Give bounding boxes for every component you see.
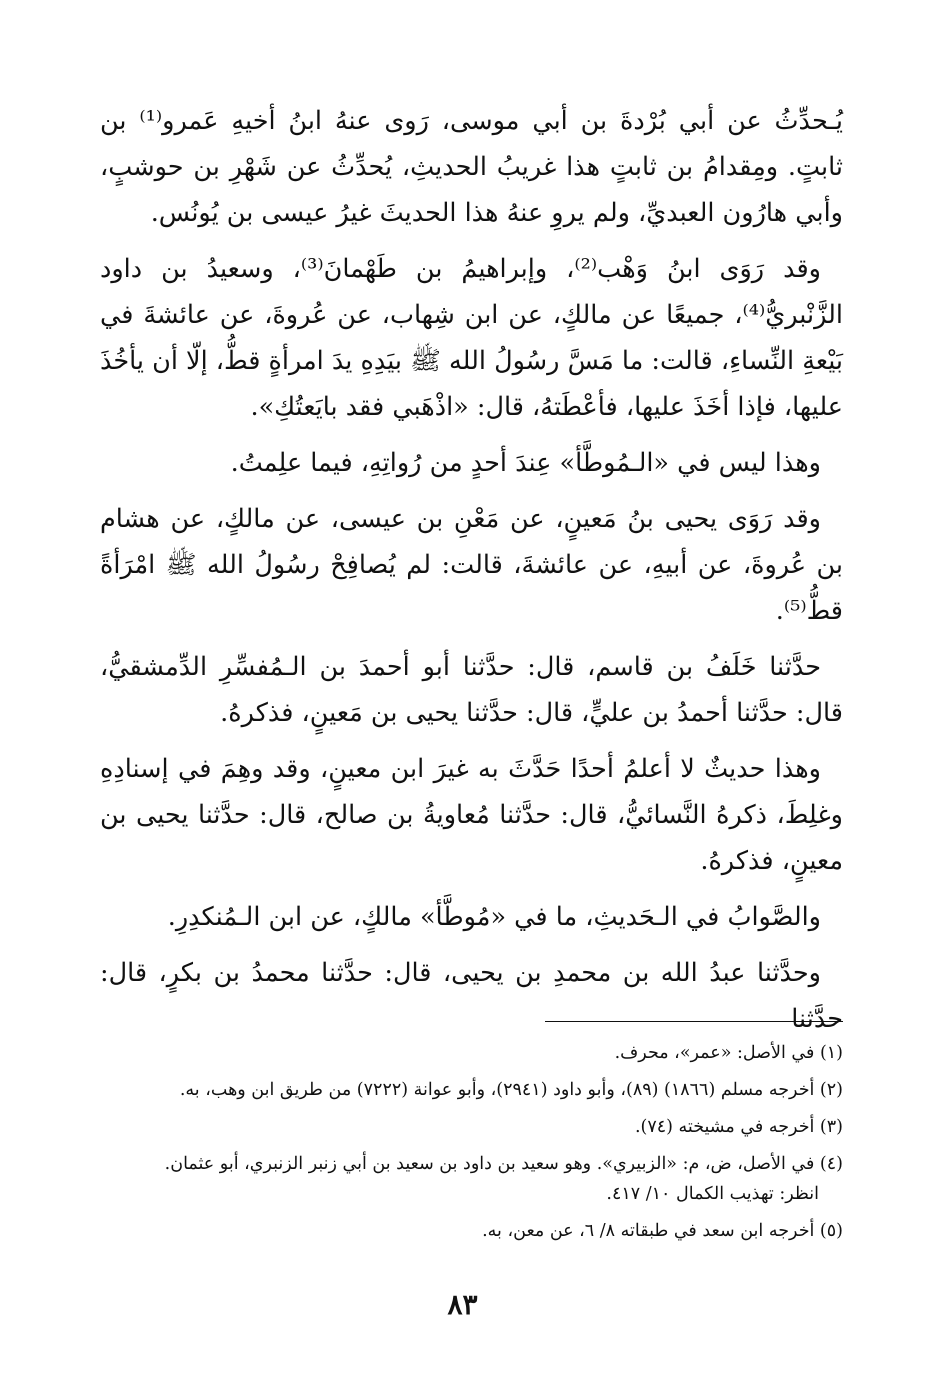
footnote-text: (٢) أخرجه مسلم (١٨٦٦) (٨٩)، وأبو داود (٢٩٤١)، وأبو عوانة (٧٢٢٢) من طريق ابن وهب، به. bbox=[179, 1080, 843, 1100]
page-number: ٨٣ bbox=[447, 1288, 478, 1321]
footnote-text: (١) في الأصل: «عمر»، محرف. bbox=[614, 1043, 843, 1063]
footnote-text: (٤) في الأصل، ض، م: «الزبيري». وهو سعيد بن داود بن سعيد بن أبي زنبر الزنبري، أبو عثمان. bbox=[164, 1154, 843, 1174]
footnote bbox=[82, 1038, 843, 1068]
paragraph: وهذا حديثٌ لا أعلمُ أحدًا حَدَّثَ به غيرَ ابن معينٍ، وقد وهِمَ في إسنادِهِ وغلِطَ، ذكرهُ النَّسائيُّ، قال: حدَّثنا مُعاويةُ بن صالح، قال: حدَّثنا يحيى بن معينٍ، فذكرهُ. bbox=[100, 754, 843, 876]
main-text bbox=[100, 98, 843, 1052]
footnote bbox=[82, 1216, 843, 1246]
footnote bbox=[82, 1112, 843, 1142]
paragraph: وقد رَوَى ابنُ وَهْب⁽²⁾، وإبراهيمُ بن طَهْمانَ⁽³⁾، وسعيدُ بن داود الزَّنْبريُّ⁽⁴⁾، جميعًا عن مالكٍ، عن ابن شِهاب، عن عُروةَ، عن عائشةَ في بَيْعةِ النِّساءِ، قالت: ما مَسَّ رسُولُ الله ﷺ بيَدِهِ يدَ امرأةٍ قطُّ، إلّا أن يأخُذَ عليها، فإذا أخَذَ عليها، فأعْطَتهُ، قال: «اذْهَبي فقد بايَعتُكِ». bbox=[100, 254, 843, 422]
footnote-text: (٥) أخرجه ابن سعد في طبقاته ٨/ ٦، عن معن، به. bbox=[482, 1221, 843, 1241]
footnote bbox=[82, 1149, 843, 1209]
paragraph: والصَّوابُ في الـحَديثِ، ما في «مُوطَّأ» مالكٍ، عن ابن الـمُنكدِرِ. bbox=[167, 902, 821, 932]
paragraph: وهذا ليس في «الـمُوطَّأ» عِندَ أحدٍ من رُواتِهِ، فيما علِمتُ. bbox=[230, 448, 821, 478]
footnote bbox=[82, 1075, 843, 1105]
footnote-continuation: انظر: تهذيب الكمال ١٠/ ٤١٧. bbox=[606, 1184, 819, 1204]
paragraph: وحدَّثنا عبدُ الله بن محمدِ بن يحيى، قال: حدَّثنا محمدُ بن بكرٍ، قال: حدَّثنا bbox=[100, 958, 843, 1034]
paragraph: يُـحدِّثُ عن أبي بُرْدةَ بن أبي موسى، رَوى عنهُ ابنُ أخيهِ عَمرو⁽¹⁾ بن ثابتٍ. ومِقدامُ بن ثابتٍ هذا غريبُ الحديثِ، يُحدِّثُ عن شَهْرِ بن حوشبٍ، وأبي هارُون العبديِّ، ولم يروِ عنهُ هذا الحديثَ غيرُ عيسى بن يُونُس. bbox=[100, 106, 843, 228]
footnote-divider bbox=[545, 1021, 843, 1022]
paragraph: وقد رَوَى يحيى بنُ مَعينٍ، عن مَعْنِ بن عيسى، عن مالكٍ، عن هشام بن عُروةَ، عن أبيهِ، عن عائشةَ، قالت: لم يُصافِحْ رسُولُ الله ﷺ امْرَأةً قطُّ⁽⁵⁾. bbox=[100, 504, 843, 626]
footnote-text: (٣) أخرجه في مشيخته (٧٤). bbox=[634, 1117, 843, 1137]
footnotes bbox=[82, 1038, 843, 1253]
paragraph: حدَّثنا خَلَفُ بن قاسم، قال: حدَّثنا أبو أحمدَ بن الـمُفسِّرِ الدِّمشقيُّ، قال: حدَّثنا أحمدُ بن عليٍّ، قال: حدَّثنا يحيى بن مَعينٍ، فذكرهُ. bbox=[100, 652, 843, 728]
